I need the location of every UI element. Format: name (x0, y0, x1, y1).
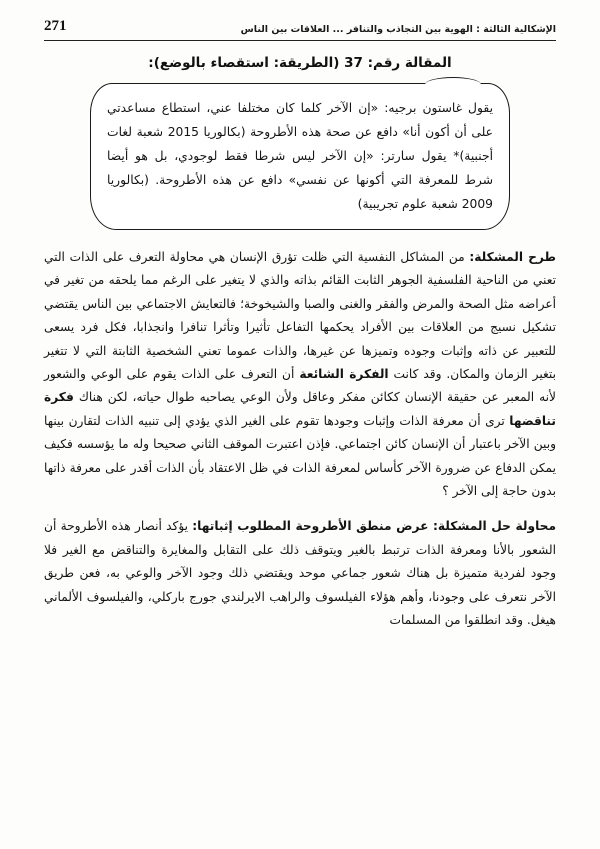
article-title: المقالة رقم: 37 (الطريقة: استقصاء بالوضع): (148, 55, 452, 71)
page-header (44, 18, 556, 38)
problem-label: طرح المشكلة: (469, 249, 556, 264)
header-divider (44, 40, 556, 41)
paragraph-attempted-solution (44, 515, 556, 632)
problem-bold-2: الفكرة الشائعة (299, 366, 389, 381)
running-title: الإشكالية الثالثة : الهوية بين التجاذب والتنافر ... العلاقات بين الناس (240, 24, 556, 35)
quote-text: يقول غاستون برجيه: «إن الآخر كلما كان مختلفا عني، استطاع مساعدتي على أن أكون أنا» دافع عن صحة هذه الأطروحة (بكالوريا 2015 شعبة لغات أجنبية)* يقول سارتر: «إن الآخر ليس شرطا فقط لوجودي، بل هو أيضا شرط للمعرفة التي أكونها عن نفسي» دافع عن هذه الأطروحة. (بكالوريا 2009 شعبة علوم تجريبية) (107, 101, 494, 211)
solution-text: يؤكد أنصار هذه الأطروحة أن الشعور بالأنا ومعرفة الذات ترتبط بالغير ويتوقف ذلك على التقابل والمغايرة والتناقض مع الغير فلا وجود لفردية متميزة بل هناك شعور جماعي موحد ويقتضي ذلك وجود الآخر والوعي به، فعن طريق الآخر نتعرف على وجودنا، وأهم هؤلاء الفيلسوف والراهب الايرلندي جورج باركلي، والفيلسوف الألماني هيغل. وقد انطلقوا من المسلمات (44, 519, 556, 628)
problem-text-2: أن التعرف على الذات يقوم على الوعي والشعور لأنه المعبر عن حقيقة الإنسان ككائن مفكر وعاقل ولأن الوعي يصاحبه طوال حياته، لكن هناك (44, 366, 556, 405)
solution-label: محاولة حل المشكلة: عرض منطق الأطروحة المطلوب إثباتها: (192, 519, 556, 534)
problem-text-3: ترى أن معرفة الذات وإثبات وجودها تقوم على الغير الذي يؤدي إلى تنبيه الذات لتقارن بينها وبين الآخر باعتبار أن الإنسان كائن اجتماعي. فإذن اعتبرت الموقف الثاني صحيحا وله ما يؤسسه فكيف يمكن الدفاع عن ضرورة الآخر كأساس لمعرفة الذات في ظل الاعتقاد بأن الذات أقدر على معرفة ذاتها بدون حاجة إلى الآخر ؟ (44, 413, 556, 499)
problem-text-1: من المشاكل النفسية التي ظلت تؤرق الإنسان هي محاولة التعرف على الذات التي تعني من الناحية الفلسفية الجوهر الثابت القائم بذاته والذي لا يتغير على الرغم مما يلحقه من تغير في أعراضه مثل الصحة والمرض والفقر والغنى والصبا والشيخوخة؛ فالتعايش الاجتماعي بين الناس يقتضي تشكيل نسيج من العلاقات بين الأفراد يحكمها التفاعل تأثيرا وتأثرا تنافرا وانجذابا، فكل فرد يسعى للتعبير عن ذاته وإثبات وجوده وتميزها عن غيرها، والذات عموما تعني الشخصية الثابتة التي لا تتغير بتغير الزمان والمكان. وقد كانت (44, 249, 556, 381)
page-number: 271 (44, 18, 67, 34)
problem-bold-3: فكرة تناقضها (44, 390, 556, 428)
quote-box (90, 83, 510, 230)
paragraph-problem-statement (44, 246, 556, 504)
quote-block (90, 83, 510, 230)
